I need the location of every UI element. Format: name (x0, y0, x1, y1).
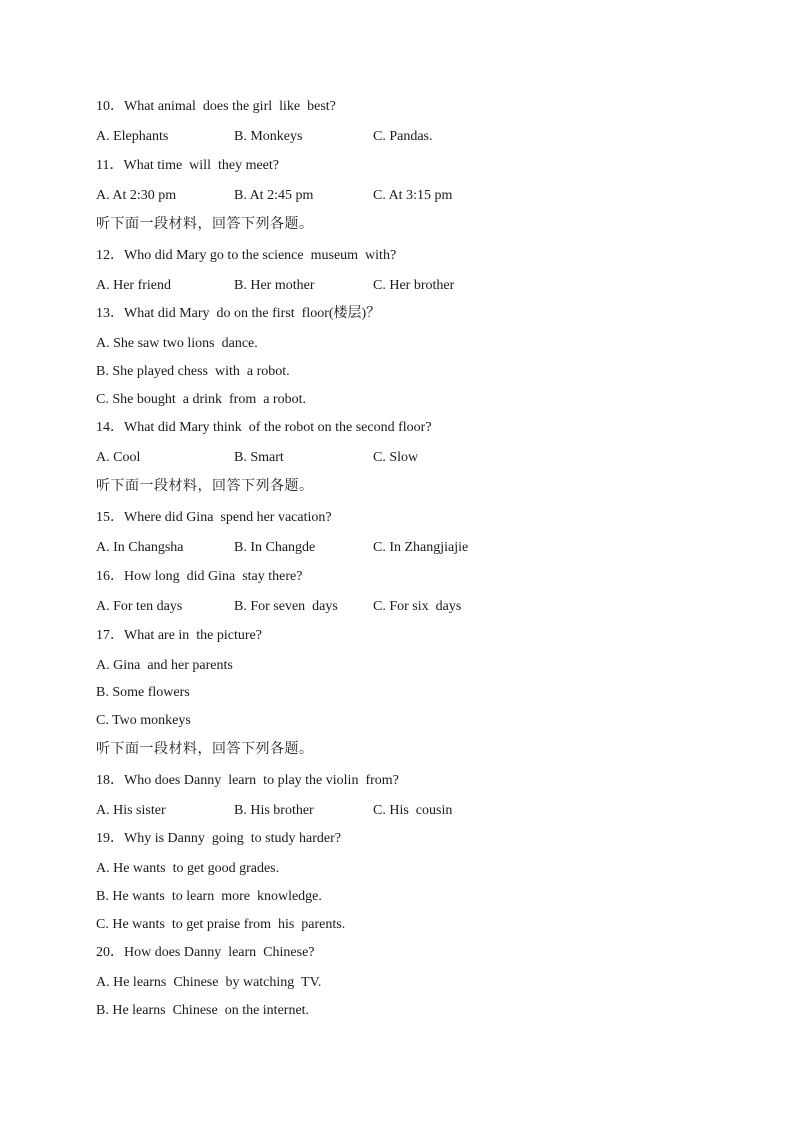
option-a: A. Cool (96, 450, 141, 465)
option-a: A. At 2:30 pm (96, 188, 177, 203)
option-a: A. For ten days (96, 599, 183, 614)
option-c: C. For six days (373, 599, 462, 614)
option-b: B. Monkeys (234, 129, 303, 144)
option-c: C. His cousin (373, 803, 453, 818)
option-a: A. She saw two lions dance. (96, 336, 258, 351)
option-c: C. She bought a drink from a robot. (96, 392, 306, 407)
question-17: 17．What are in the picture? (96, 628, 262, 643)
option-c: C. He wants to get praise from his parents. (96, 917, 346, 932)
question-18: 18．Who does Danny learn to play the violin from? (96, 773, 399, 788)
option-c: C. Two monkeys (96, 713, 191, 728)
question-12: 12．Who did Mary go to the science museum with? (96, 248, 397, 263)
option-b: B. Her mother (234, 278, 315, 293)
option-b: B. She played chess with a robot. (96, 364, 290, 379)
option-a: A. Gina and her parents (96, 658, 233, 673)
options-row-12 (96, 277, 596, 295)
option-b: B. In Changde (234, 540, 316, 555)
option-a: A. Elephants (96, 129, 169, 144)
option-a: A. He learns Chinese by watching TV. (96, 975, 322, 990)
options-row-11 (96, 187, 596, 205)
option-c: C. Pandas. (373, 129, 433, 144)
option-b: B. He learns Chinese on the internet. (96, 1003, 310, 1018)
option-b: B. Smart (234, 450, 284, 465)
option-b: B. His brother (234, 803, 314, 818)
option-a: A. Her friend (96, 278, 172, 293)
options-row-15 (96, 539, 596, 557)
question-14: 14．What did Mary think of the robot on the second floor? (96, 420, 432, 435)
option-a: A. His sister (96, 803, 166, 818)
option-c: C. In Zhangjiajie (373, 540, 469, 555)
section-instruction: 听下面一段材料，回答下列各题。 (96, 478, 314, 494)
section-instruction: 听下面一段材料，回答下列各题。 (96, 216, 314, 232)
option-b: B. For seven days (234, 599, 338, 614)
option-b: B. Some flowers (96, 685, 190, 700)
option-a: A. In Changsha (96, 540, 184, 555)
option-c: C. Her brother (373, 278, 455, 293)
question-20: 20．How does Danny learn Chinese? (96, 945, 315, 960)
question-13: 13．What did Mary do on the first floor(楼层)？ (96, 306, 381, 321)
question-16: 16．How long did Gina stay there? (96, 569, 303, 584)
question-15: 15．Where did Gina spend her vacation? (96, 510, 332, 525)
option-a: A. He wants to get good grades. (96, 861, 280, 876)
options-row-14 (96, 449, 596, 467)
section-instruction: 听下面一段材料，回答下列各题。 (96, 741, 314, 757)
options-row-10 (96, 128, 596, 146)
option-c: C. At 3:15 pm (373, 188, 453, 203)
option-b: B. At 2:45 pm (234, 188, 314, 203)
options-row-18 (96, 802, 596, 820)
question-11: 11．What time will they meet? (96, 158, 279, 173)
option-c: C. Slow (373, 450, 419, 465)
question-19: 19．Why is Danny going to study harder? (96, 831, 341, 846)
question-10: 10．What animal does the girl like best? (96, 99, 336, 114)
options-row-16 (96, 598, 596, 616)
option-b: B. He wants to learn more knowledge. (96, 889, 322, 904)
